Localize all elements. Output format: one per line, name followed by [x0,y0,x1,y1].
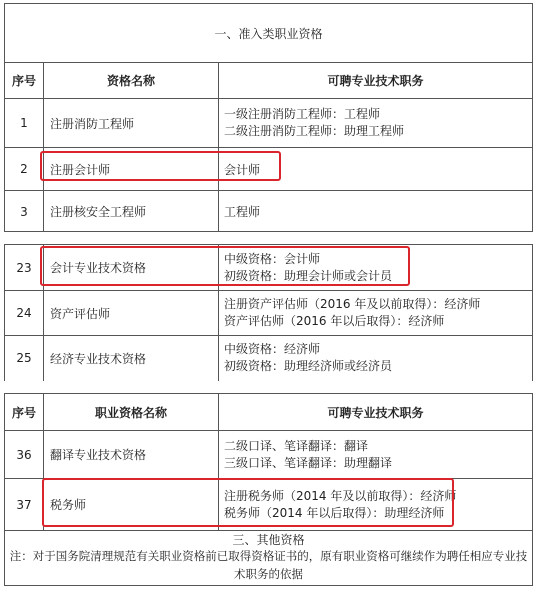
highlight-box-cpa [40,151,281,181]
highlight-box-tax [42,478,454,527]
table-row-posts: 会计师 [224,162,261,177]
table-row-no: 3 [20,204,28,219]
table-row-no: 25 [16,351,32,365]
table-row-posts: 注册税务师（2014 年及以前取得）：经济师 税务师（2014 年以后取得）：助理经济师 [224,488,457,520]
highlight-box-accounting [40,246,410,286]
section-title-text: 一、准入类职业资格 [214,26,323,41]
header-no: 序号 [11,405,36,420]
table-row-name: 会计专业技术资格 [50,261,147,275]
section-title [5,4,532,62]
header-name: 资格名称 [106,74,155,88]
section1-table-top [4,3,533,232]
table-row-posts: 一级注册消防工程师：工程师 二级注册消防工程师：助理工程师 [224,107,405,138]
table-row-name: 注册消防工程师 [50,116,135,131]
table-row-name: 税务师 [50,498,87,512]
table-row-name: 注册会计师 [50,162,111,177]
table-row-name: 资产评估师 [50,306,111,321]
table-row-no: 2 [20,162,28,176]
table-row-no: 36 [16,447,32,462]
table-row-posts: 中级资格：经济师 初级资格：助理经济师或经济员 [224,342,393,373]
header-posts: 可聘专业技术职务 [327,405,424,420]
table-row-posts: 二级口译、笔译翻译：翻译 三级口译、笔译翻译：助理翻译 [224,438,393,470]
table-row-name: 经济专业技术资格 [50,351,147,366]
table-row-no: 1 [20,116,28,130]
table-row-posts: 注册资产评估师（2016 年及以前取得）：经济师 资产评估师（2016 年以后取得）：经济师 [224,297,481,328]
table-row-posts: 中级资格：会计师 初级资格：助理会计师或会计员 [224,251,393,283]
header-posts: 可聘专业技术职务 [327,74,424,88]
header-no: 序号 [11,74,36,88]
table-row-no: 37 [16,497,32,512]
footer-note: 注：对于国务院清理规范有关职业资格前已取得资格证书的，原有职业资格可继续作为聘任相应专业技术职务的依据 [9,549,528,581]
table-row-no: 24 [16,306,32,320]
table-row-name: 注册核安全工程师 [50,205,147,219]
table-row-posts: 工程师 [224,205,261,219]
table-row-no: 23 [16,260,32,275]
footer-title: 三、其他资格 [232,532,305,547]
header-name: 职业资格名称 [94,405,167,420]
table-row-name: 翻译专业技术资格 [50,448,147,462]
